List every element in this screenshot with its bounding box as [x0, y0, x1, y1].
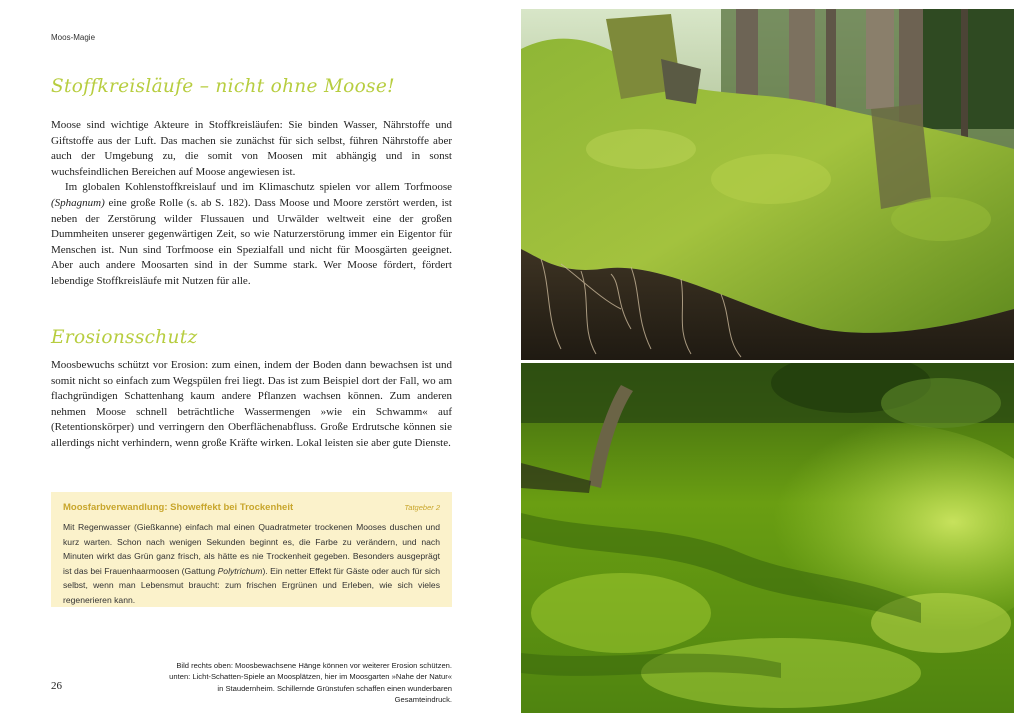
paragraph [51, 180, 452, 289]
moss-garden-illustration [521, 363, 1014, 713]
info-box-title: Moosfarbverwandlung: Showeffekt bei Trockenheit [63, 502, 294, 513]
section-body-stoffkreislaeufe [51, 118, 452, 290]
running-head: Moos-Magie [51, 33, 96, 42]
photo-caption [160, 660, 452, 705]
text-run: Mit Regenwasser (Gießkanne) einfach mal einen Quadratmeter trockenen Mooses duschen und kurz warten. Schon nach wenigen Sekunden beginnt es, die Farbe zu verändern, und nach Minuten wirkt das Grün ganz frisch, als hätte es nie Trockenheit gegeben. Besonders ausgeprägt ist das bei Frauenhaarmoosen (Gattung [63, 522, 440, 576]
text-run-italic: Polytrichum [217, 565, 263, 576]
section-heading-erosionsschutz: Erosionsschutz [51, 327, 198, 348]
info-box-header [63, 502, 440, 513]
page-number: 26 [51, 680, 62, 692]
photo-mossy-slope [521, 9, 1014, 360]
text-run: eine große Rolle (s. ab S. 182). Dass Moose und Moore zerstört werden, ist neben der Zerstörung wilder Flussauen und Urwälder weltweit eine der großen Dummheiten unserer gegenwärtigen Zeit, so wie Naturzerstörung immer ein Eigentor für Menschen ist. Nun sind Torfmoose ein Spezialfall und nicht für Moosgärten geeignet. Aber auch andere Moosarten sind in der Summe stark. Wer Moose fördert, fördert lebendige Stoffkreisläufe mit Nutzen für alle. [51, 196, 452, 287]
section-heading-stoffkreislaeufe: Stoffkreisläufe – nicht ohne Moose! [51, 76, 395, 97]
caption-line: Bild rechts oben: Moosbewachsene Hänge können vor weiterer Erosion schützen. [176, 661, 452, 670]
section-body-erosionsschutz [51, 358, 452, 452]
paragraph: Moosbewuchs schützt vor Erosion: zum einen, indem der Boden dann bewachsen ist und somit nicht so einfach zum Wegspülen frei liegt. Das ist zum Beispiel dort der Fall, wo am flachgründigen Schattenhang kaum andere Pflanzen wachsen können. Zum anderen nehmen Moose schnell beträchtliche Wassermengen »wie ein Schwamm« auf (Retentionskörper) und verringern den Oberflächenabfluss. Große Erdrutsche können sie allerdings nicht verhindern, wenn große Kräfte wirken. Lokal leisten sie aber gute Dienste. [51, 359, 452, 449]
text-run-italic: (Sphagnum) [51, 196, 105, 209]
photo-moss-garden [521, 363, 1014, 713]
caption-line: in Staudernheim. Schillernde Grünstufen schaffen einen wunderbaren Gesamteindruck. [217, 683, 452, 704]
info-box-tag: Tatgeber 2 [404, 503, 440, 512]
info-box [51, 492, 452, 607]
paragraph: Moose sind wichtige Akteure in Stoffkreisläufen: Sie binden Wasser, Nährstoffe und Giftstoffe aus der Luft. Das machen sie zunächst für sich selbst, führen Nährstoffe aber auch der Umgebung zu, die somit von Moosen mit abhängig und in sonst wuchsfeindlichen Bereichen auf Moose angewiesen ist. [51, 119, 452, 178]
mossy-slope-illustration [521, 9, 1014, 360]
caption-line: unten: Licht-Schatten-Spiele an Moosplätzen, hier im Moosgarten »Nahe der Natur« [169, 672, 452, 682]
text-run: ). Ein netter Effekt für Gäste oder auch für sich selbst, wenn man Lebensmut braucht: zum frischen Ergrünen und Erleben, wie sich vieles regenerieren kann. [63, 565, 440, 605]
text-run: Im globalen Kohlenstoffkreislauf und im Klimaschutz spielen vor allem Torfmoose [65, 181, 452, 194]
info-box-text [63, 520, 440, 608]
